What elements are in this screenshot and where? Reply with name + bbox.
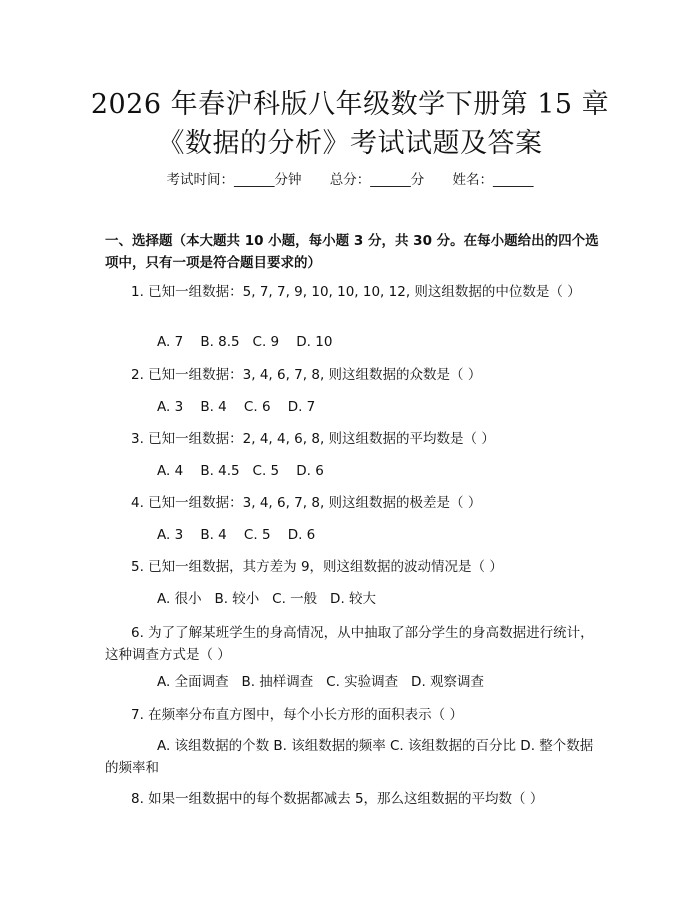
question-4: 4. 已知一组数据：3, 4, 6, 7, 8, 则这组数据的极差是（ ） xyxy=(131,495,482,511)
question-8: 8. 如果一组数据中的每个数据都减去 5，那么这组数据的平均数（ ） xyxy=(131,791,544,807)
question-2-options: A. 3 B. 4 C. 6 D. 7 xyxy=(157,399,316,415)
question-3: 3. 已知一组数据：2, 4, 4, 6, 8, 则这组数据的平均数是（ ） xyxy=(131,431,495,447)
question-6-options: A. 全面调查 B. 抽样调查 C. 实验调查 D. 观察调查 xyxy=(157,674,485,690)
question-7-options: A. 该组数据的个数 B. 该组数据的频率 C. 该组数据的百分比 D. 整个数据的频率和 xyxy=(105,738,594,776)
question-1: 1. 已知一组数据：5, 7, 7, 9, 10, 10, 10, 12, 则这组数据的中位数是（ ） xyxy=(131,284,581,300)
question-6: 6. 为了了解某班学生的身高情况，从中抽取了部分学生的身高数据进行统计，这种调查方式是（ ） xyxy=(105,625,594,663)
page-title-line2: 《数据的分析》考试试题及答案 xyxy=(157,128,543,159)
question-4-options: A. 3 B. 4 C. 5 D. 6 xyxy=(157,527,316,543)
section-heading: 一、选择题（本大题共 10 小题，每小题 3 分，共 30 分。在每小题给出的四个选项中，只有一项是符合题目要求的） xyxy=(105,233,599,271)
question-5: 5. 已知一组数据，其方差为 9，则这组数据的波动情况是（ ） xyxy=(131,559,503,575)
name-field: 姓名：______ xyxy=(452,172,534,188)
question-5-options: A. 很小 B. 较小 C. 一般 D. 较大 xyxy=(157,591,377,607)
exam-meta xyxy=(0,168,700,188)
question-2: 2. 已知一组数据：3, 4, 6, 7, 8, 则这组数据的众数是（ ） xyxy=(131,367,482,383)
total-score-field: 总分：______分 xyxy=(329,172,425,188)
question-1-options: A. 7 B. 8.5 C. 9 D. 10 xyxy=(157,334,333,350)
question-7: 7. 在频率分布直方图中，每个小长方形的面积表示（ ） xyxy=(131,707,463,723)
page-title-line1: 2026 年春沪科版八年级数学下册第 15 章 xyxy=(90,89,610,120)
question-3-options: A. 4 B. 4.5 C. 5 D. 6 xyxy=(157,463,324,479)
exam-time-field: 考试时间：______分钟 xyxy=(166,172,302,188)
